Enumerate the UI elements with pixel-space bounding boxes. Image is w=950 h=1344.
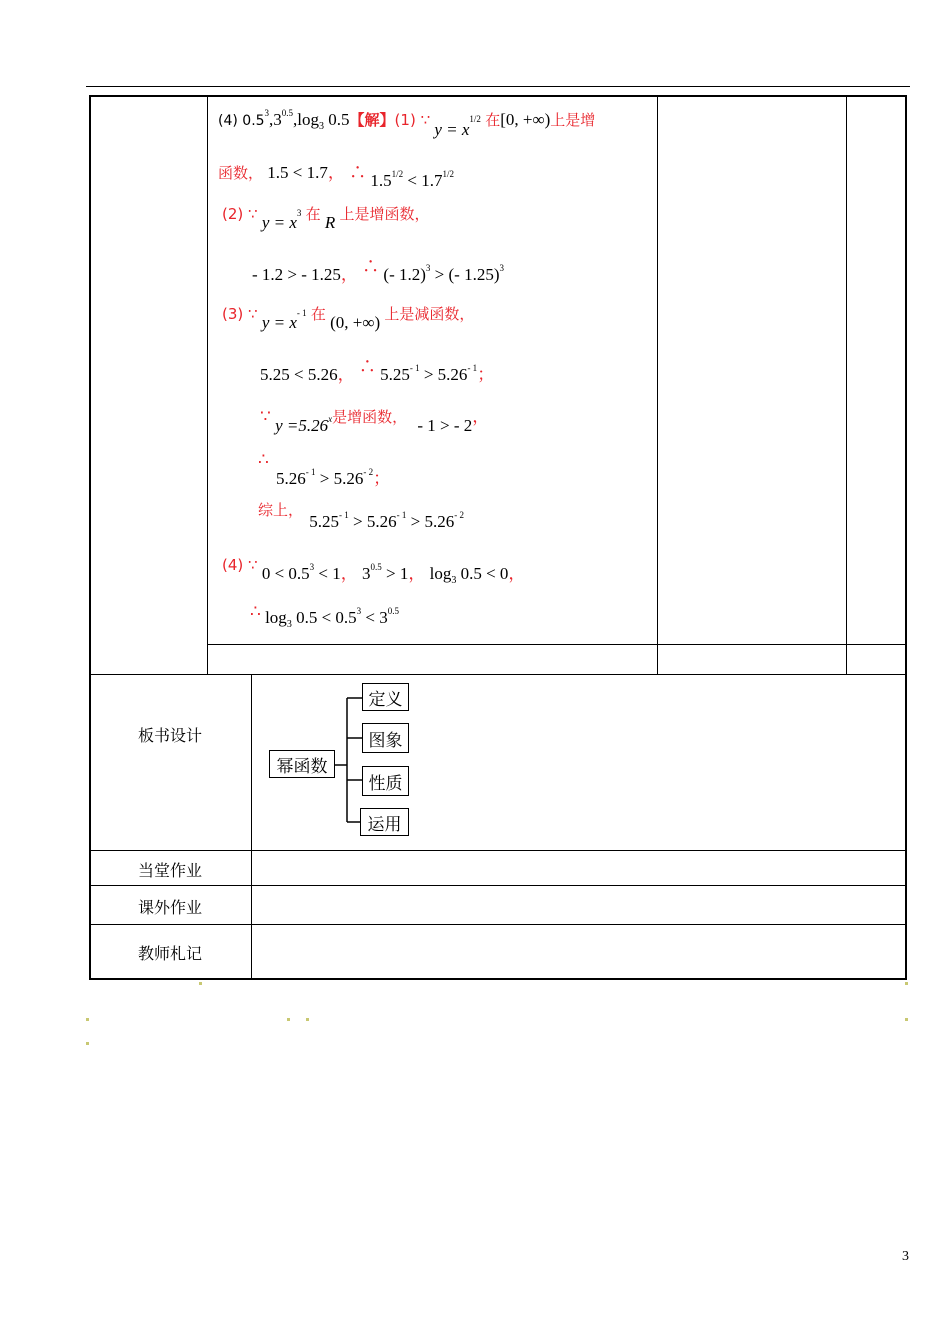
solution-line-2: 函数， 1.5 < 1.7， ∴ $1.5^{1/2} < 1.7^{1/2}$ (218, 163, 454, 190)
solution-line-6: 5.25 < 5.26， ∴ $5.25^{- 1} > 5.26^{- 1}$； (260, 357, 495, 384)
table-left-border (89, 95, 91, 980)
row-divider-empty (207, 644, 906, 645)
col-divider-2 (657, 95, 658, 675)
solution-line-5: (3) ∵ $y = x^{- 1}$ 在 (0, +∞) 上是减函数， (222, 305, 475, 332)
solution-line-4: - 1.2 > - 1.25， ∴ (- 1.2)$^3$ > (- 1.25)$^3$ (252, 257, 504, 284)
row-divider-upper-end (89, 674, 906, 675)
decor-dot (287, 1018, 290, 1021)
table-bottom-border (89, 978, 907, 980)
label-class-homework: 当堂作业 (138, 861, 203, 880)
solution-line-9: 综上， $5.25^{- 1} > 5.26^{- 1} > 5.26^{- 2}$ (258, 501, 464, 531)
diagram-child-definition: 定义 (362, 683, 409, 711)
solution-line-1: (4) $0.5^3,3^{0.5},\log_3$ 0.5【解】(1) ∵ $y = x^{1/2}$ 在[0, +∞)上是增 (218, 108, 596, 139)
decor-dot (86, 1042, 89, 1045)
decor-dot (905, 1018, 908, 1021)
label-col-divider (251, 674, 252, 979)
table-top-border (89, 95, 907, 97)
page-number: 3 (902, 1249, 909, 1264)
diagram-child-property: 性质 (362, 766, 409, 796)
diagram-child-graph: 图象 (362, 723, 409, 753)
solution-line-7: ∵ $y =5.26^x$是增函数， - 1 > - 2， (260, 407, 490, 435)
label-extra-homework: 课外作业 (138, 898, 203, 917)
solution-line-8: ∴ $5.26^{- 1} > 5.26^{- 2}$； (258, 450, 391, 488)
solution-line-3: (2) ∵ $y = x^3$ 在 R 上是增函数， (222, 205, 430, 232)
decor-dot (86, 1018, 89, 1021)
solution-line-11: ∴ $\log_3 0.5 < 0.5^3 < 3^{0.5}$ (250, 602, 399, 630)
diagram-child-application: 运用 (360, 808, 409, 836)
diagram-root-box: 幂函数 (269, 750, 335, 778)
col-divider-1 (207, 95, 208, 675)
label-teacher-notes: 教师札记 (138, 944, 203, 963)
row-divider-class-hw (89, 885, 906, 886)
row-divider-board (89, 850, 906, 851)
decor-dot (905, 982, 908, 985)
decor-dot (306, 1018, 309, 1021)
header-rule (86, 86, 910, 87)
label-board-design: 板书设计 (138, 726, 203, 745)
row-divider-extra-hw (89, 924, 906, 925)
table-right-border (905, 95, 907, 980)
col-divider-3 (846, 95, 847, 675)
decor-dot (199, 982, 202, 985)
solution-line-10: (4) ∵ $0 < 0.5^3 < 1$， $3^{0.5} > 1$， $\log_3 0.5 < 0$， (222, 556, 526, 586)
